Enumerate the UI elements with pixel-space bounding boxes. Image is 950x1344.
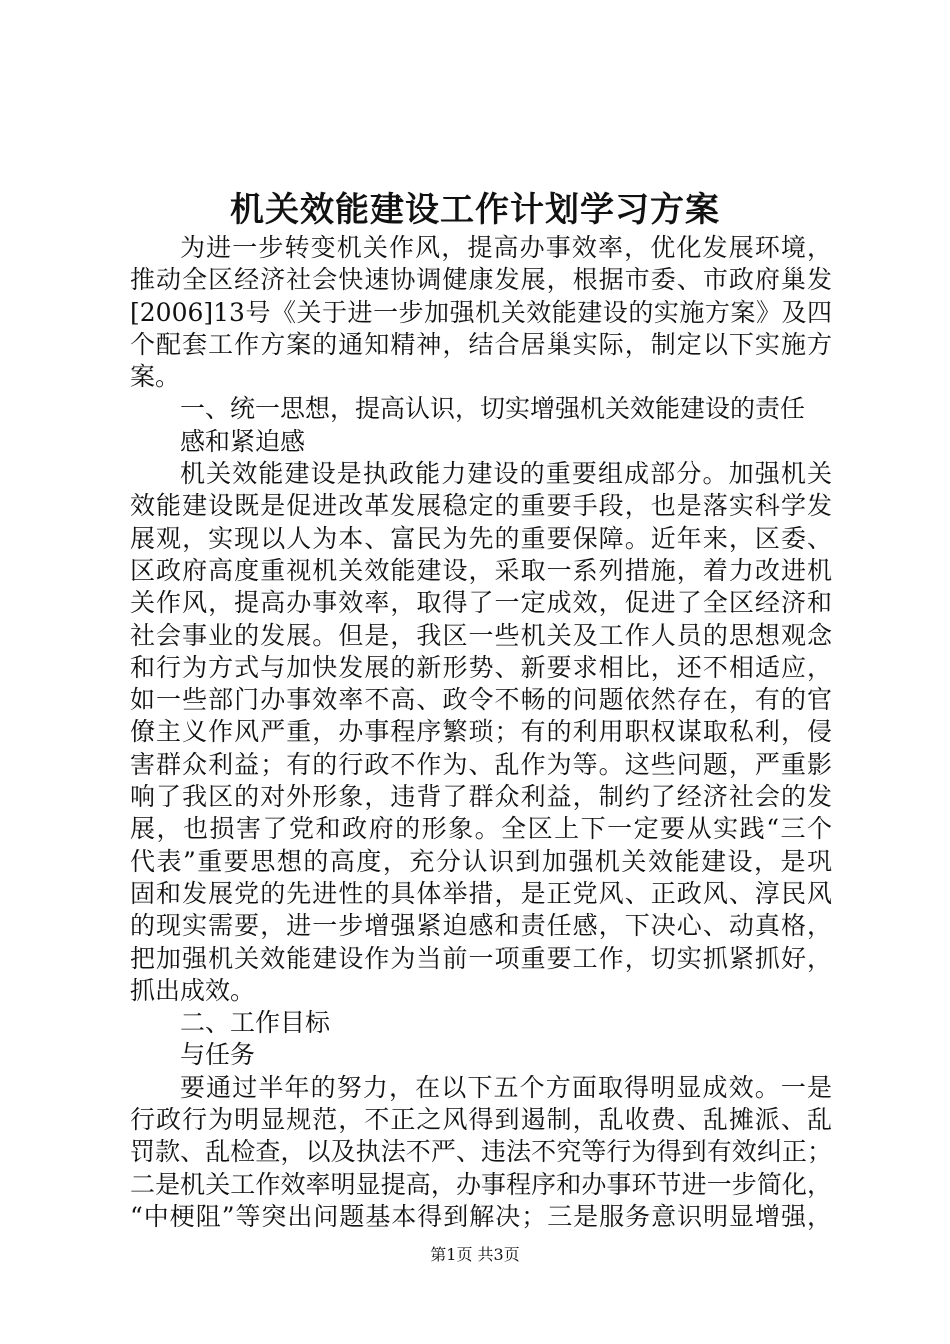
body-line: 推动全区经济社会快速协调健康发展，根据市委、市政府巢发 [130, 265, 832, 295]
body-line: 如一些部门办事效率不高、政令不畅的问题依然存在，有的官 [130, 685, 832, 715]
section-heading-1-cont: 感和紧迫感 [180, 426, 306, 456]
document-title: 机关效能建设工作计划学习方案 [230, 190, 720, 230]
body-line: 害群众利益；有的行政不作为、乱作为等。这些问题，严重影 [130, 749, 832, 779]
section-heading-2-cont: 与任务 [180, 1040, 256, 1070]
body-line: 响了我区的对外形象，违背了群众利益，制约了经济社会的发 [130, 782, 832, 812]
body-line: 二是机关工作效率明显提高，办事程序和办事环节进一步简化， [130, 1169, 832, 1199]
body-line: “中梗阻”等突出问题基本得到解决；三是服务意识明显增强， [130, 1201, 832, 1231]
body-line: 抓出成效。 [130, 975, 256, 1005]
document-body [130, 232, 832, 1233]
body-line: 把加强机关效能建设作为当前一项重要工作，切实抓紧抓好， [130, 943, 832, 973]
body-line: [2006]13号《关于进一步加强机关效能建设的实施方案》及四 [130, 297, 832, 327]
body-line: 区政府高度重视机关效能建设，采取一系列措施，着力改进机 [130, 555, 832, 585]
body-line: 固和发展党的先进性的具体举措，是正党风、正政风、淳民风 [130, 878, 832, 908]
body-line: 要通过半年的努力，在以下五个方面取得明显成效。一是 [180, 1072, 832, 1102]
body-line: 展观，实现以人为本、富民为先的重要保障。近年来，区委、 [130, 523, 832, 553]
body-line: 行政行为明显规范，不正之风得到遏制，乱收费、乱摊派、乱 [130, 1105, 832, 1135]
page-number: 第1页 共3页 [430, 1245, 520, 1264]
section-heading-2: 二、工作目标 [180, 1008, 331, 1038]
body-line: 效能建设既是促进改革发展稳定的重要手段，也是落实科学发 [130, 491, 832, 521]
body-line: 僚主义作风严重，办事程序繁琐；有的利用职权谋取私利，侵 [130, 717, 832, 747]
body-line: 个配套工作方案的通知精神，结合居巢实际，制定以下实施方 [130, 329, 832, 359]
body-line: 的现实需要，进一步增强紧迫感和责任感，下决心、动真格， [130, 911, 832, 941]
body-line: 为进一步转变机关作风，提高办事效率，优化发展环境， [180, 233, 832, 262]
body-line: 社会事业的发展。但是，我区一些机关及工作人员的思想观念 [130, 620, 832, 650]
body-line: 展，也损害了党和政府的形象。全区上下一定要从实践“三个 [130, 814, 832, 844]
body-line: 机关效能建设是执政能力建设的重要组成部分。加强机关 [180, 459, 832, 489]
body-line: 和行为方式与加快发展的新形势、新要求相比，还不相适应， [130, 652, 832, 682]
body-line: 关作风，提高办事效率，取得了一定成效，促进了全区经济和 [130, 588, 832, 618]
body-line: 案。 [130, 362, 181, 392]
section-heading-1: 一、统一思想，提高认识，切实增强机关效能建设的责任 [180, 394, 806, 424]
body-line: 罚款、乱检查，以及执法不严、违法不究等行为得到有效纠正； [130, 1137, 832, 1167]
body-line: 代表”重要思想的高度，充分认识到加强机关效能建设，是巩 [130, 846, 832, 876]
